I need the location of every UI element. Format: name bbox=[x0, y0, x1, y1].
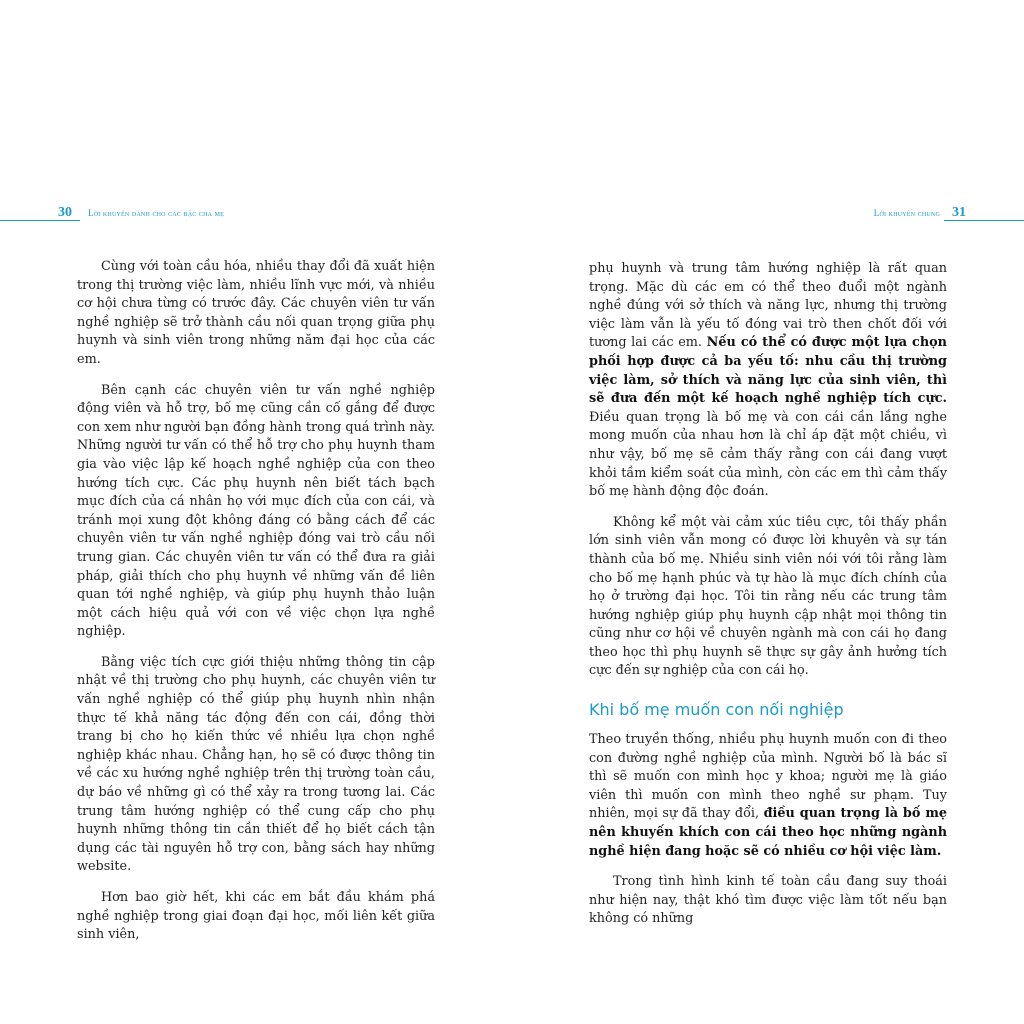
paragraph bbox=[589, 260, 947, 502]
paragraph: Trong tình hình kinh tế toàn cầu đang suy thoái như hiện nay, thật khó tìm được việc làm tốt nếu bạn không có những bbox=[589, 874, 947, 927]
paragraph: Không kể một vài cảm xúc tiêu cực, tôi thấy phần lớn sinh viên vẫn mong có được lời khuyên và sự tán thành của bố mẹ. Nhiều sinh viên nói với tôi rằng làm cho bố mẹ hạnh phúc và tự hào là mục đích chính của họ ở trường đại học. Tôi tin rằng nếu các trung tâm hướng nghiệp giúp phụ huynh cập nhật mọi thông tin cũng như cơ hội về chuyên ngành mà con cái họ đang theo học thì phụ huynh sẽ thực sự gây ảnh hưởng tích cực đến sự nghiệp của con cái họ. bbox=[589, 514, 947, 679]
paragraph: Hơn bao giờ hết, khi các em bắt đầu khám phá nghề nghiệp trong giai đoạn đại học, mối liên kết giữa sinh viên, bbox=[77, 890, 435, 943]
paragraph: Cùng với toàn cầu hóa, nhiều thay đổi đã xuất hiện trong thị trường việc làm, nhiều lĩnh vực mới, và nhiều cơ hội chưa từng có trước đây. Các chuyên viên tư vấn nghề nghiệp sẽ trở thành cầu nối quan trọng giữa phụ huynh và sinh viên trong những năm đại học của các em. bbox=[77, 259, 435, 367]
emphasis-text: Nếu có thể có được một lựa chọn phối hợp được cả ba yếu tố: nhu cầu thị trường việc làm, sở thích và năng lực của sinh viên, thì sẽ đưa đến một kế hoạch nghề nghiệp tích cực. bbox=[589, 335, 947, 407]
left-page-body bbox=[77, 258, 435, 957]
paragraph: Bằng việc tích cực giới thiệu những thông tin cập nhật về thị trường cho phụ huynh, các chuyên viên tư vấn nghề nghiệp có thể giúp phụ huynh nhìn nhận thực tế khả năng tác động đến con cái, đồng thời trang bị cho họ kiến thức về nhiều lựa chọn nghề nghiệp khác nhau. Chẳng hạn, họ sẽ có được thông tin về các xu hướng nghề nghiệp trên thị trường toàn cầu, dự báo về những gì có thể xảy ra trong tương lai. Các trung tâm hướng nghiệp có thể cung cấp cho phụ huynh những thông tin cần thiết để họ biết cách tận dụng các tài nguyên hỗ trợ con, bằng sách hay những website. bbox=[77, 654, 435, 875]
paragraph-text: Điều quan trọng là bố mẹ và con cái cần lắng nghe mong muốn của nhau hơn là chỉ áp đặt một chiều, vì như vậy, bố mẹ sẽ cảm thấy rằng con cái đang vượt khỏi tầm kiểm soát của mình, còn các em thì cảm thấy bố mẹ hành động độc đoán. bbox=[589, 409, 947, 500]
running-head-right: Lời khuyên chung bbox=[873, 208, 940, 218]
paragraph bbox=[589, 731, 947, 861]
paragraph: Bên cạnh các chuyên viên tư vấn nghề nghiệp động viên và hỗ trợ, bố mẹ cũng cần cố gắng để được con xem như người bạn đồng hành trong quá trình này. Những người tư vấn có thể hỗ trợ cho phụ huynh tham gia vào việc lập kế hoạch nghề nghiệp của con theo hướng tích cực. Các phụ huynh nên biết tách bạch mục đích của cá nhân họ với mục đích của con cái, và tránh mọi xung đột không đáng có bằng cách để các chuyên viên tư vấn nghề nghiệp đóng vai trò cầu nối trung gian. Các chuyên viên tư vấn có thể đưa ra giải pháp, giải thích cho phụ huynh về những vấn đề liên quan tới nghề nghiệp, và giúp phụ huynh thảo luận một cách hiệu quả với con về việc chọn lựa nghề nghiệp. bbox=[77, 382, 435, 640]
paragraph-text: phụ huynh và trung tâm hướng nghiệp là rất quan trọng. Mặc dù các em có thể theo đuổi một ngành nghề đúng với sở thích và năng lực, nhưng thị trường việc làm vẫn là yếu tố đóng vai trò then chốt đối với tương lai các em. bbox=[589, 261, 947, 351]
emphasis-text: điều quan trọng là bố mẹ nên khuyến khích con cái theo học những ngành nghề hiện đang hoặc sẽ có nhiều cơ hội việc làm. bbox=[589, 806, 948, 859]
running-head-left: Lời khuyên dành cho các bậc cha mẹ bbox=[88, 208, 225, 218]
page-number-right: 31 bbox=[952, 205, 966, 220]
right-page-body bbox=[589, 260, 947, 941]
paragraph-text: Theo truyền thống, nhiều phụ huynh muốn con đi theo con đường nghề nghiệp của mình. Người bố là bác sĩ thì sẽ muốn con mình học y khoa; người mẹ là giáo viên thì muốn con mình theo nghề sư phạm. Tuy nhiên, mọi sự đã thay đổi, bbox=[589, 732, 947, 822]
section-heading: Khi bố mẹ muốn con nối nghiệp bbox=[589, 700, 844, 720]
page-number-left: 30 bbox=[58, 205, 72, 220]
